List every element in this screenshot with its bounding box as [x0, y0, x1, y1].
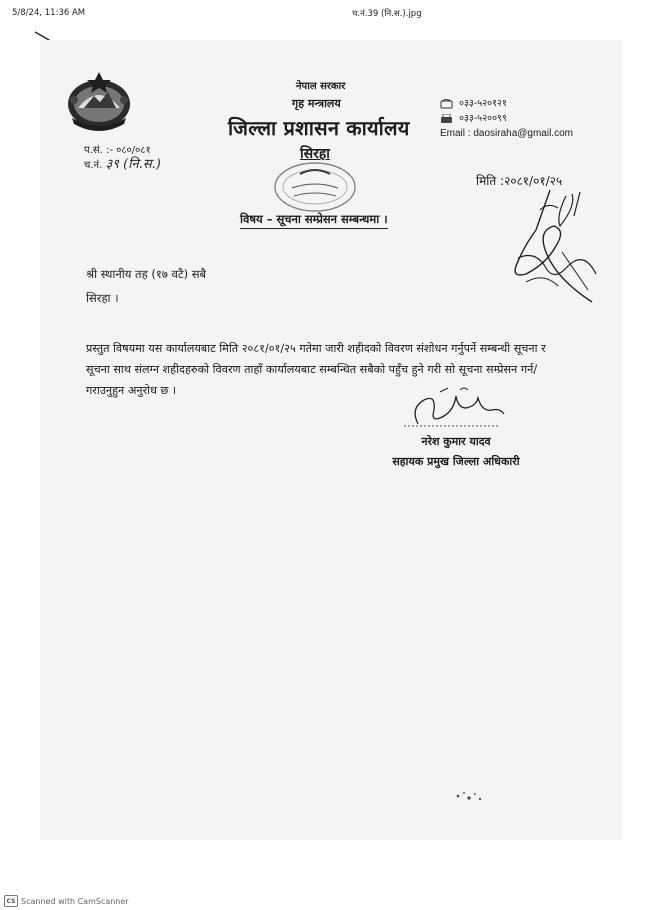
letter-body: प्रस्तुत विषयमा यस कार्यालयबाट मिति २०८१/०१/२५ गतेमा जारी शहीदको विवरण संशोधन गर्नुपर्ने सम्बन्धी सूचना र सूचना साथ संलग्न शहीदहरुको विवरण ताहाँ कार्यालयबाट सम्बन्धित सबैको पहुँच हुने गरी सो सूचना सम्प्रेसन गर्न/गराउनुहुन अनुरोध छ । [86, 342, 546, 397]
email-address: Email : daosiraha@gmail.com [440, 128, 573, 139]
phone-number-2: ०३३-५२००९९ [459, 113, 507, 124]
letter-date: मिति :२०८१/०१/२५ [476, 174, 563, 188]
scan-speck-mark [452, 788, 492, 804]
chalani-number: ३९ (नि.स.) [105, 157, 161, 172]
phone-row-1 [440, 96, 573, 111]
government-name: नेपाल सरकार [296, 81, 346, 92]
phone-number-1: ०३३-५२०१२१ [459, 98, 507, 109]
letter-subject: विषय – सूचना सम्प्रेसन सम्बन्धमा । [240, 212, 388, 229]
office-stamp-icon [270, 160, 360, 214]
officer-name: नरेश कुमार यादव [421, 435, 491, 448]
officer-signature-icon [400, 386, 510, 430]
recipient-block [86, 262, 206, 310]
fax-icon [440, 114, 453, 124]
file-name: च.नं.39 (नि.स.).jpg [352, 9, 422, 19]
office-title: जिल्ला प्रशासन कार्यालय [228, 116, 410, 140]
recipient-line-2: सिरहा । [86, 291, 119, 305]
recipient-line-1: श्री स्थानीय तह (१७ वटै) सबै [86, 267, 207, 281]
phone-row-2 [440, 111, 573, 126]
chalani-label: च.नं. [84, 160, 103, 171]
contact-block [440, 96, 573, 141]
phone-icon [440, 99, 453, 109]
print-timestamp: 5/8/24, 11:36 AM [12, 8, 86, 18]
reference-numbers [84, 144, 161, 173]
scanner-footer [4, 895, 129, 907]
district-name: सिरहा [300, 146, 330, 162]
scanner-text: Scanned with CamScanner [21, 896, 129, 906]
nepal-emblem-icon [64, 68, 134, 134]
officer-block [372, 432, 540, 472]
handwritten-signature-icon [496, 186, 606, 306]
camscanner-logo-icon: CS [4, 895, 18, 907]
officer-title: सहायक प्रमुख जिल्ला अधिकारी [392, 455, 520, 468]
ministry-name: गृह मन्त्रालय [292, 97, 341, 110]
patra-sankhya: प.सं. :- ०८०/०८१ [84, 145, 151, 156]
print-header [12, 8, 640, 24]
